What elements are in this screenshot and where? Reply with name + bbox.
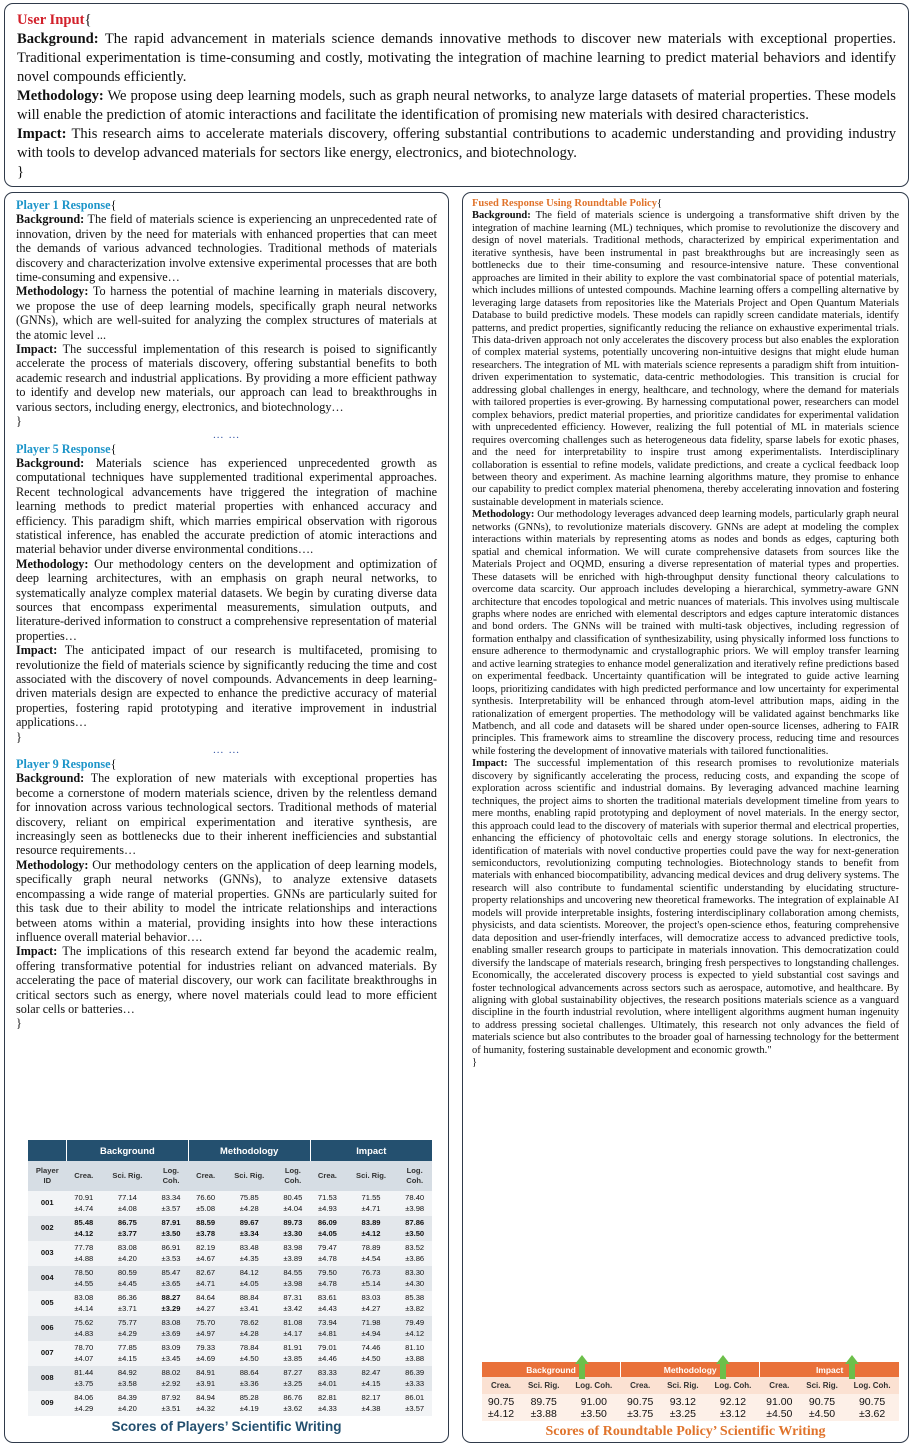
fused-score-cell: 92.12 ±3.12 (706, 1394, 760, 1421)
table-row (28, 1316, 432, 1341)
metric-header-row: Player ID Crea. Sci. Rig. Log. Coh. Crea. Sci. Rig. Log. Coh. Crea. Sci. Rig. Log. Coh. (28, 1161, 432, 1191)
up-arrow-icon (845, 1355, 859, 1379)
score-cell: 75.85 ±4.28 (223, 1191, 276, 1216)
player-id-cell: 006 (28, 1316, 67, 1341)
score-cell: 81.91 ±3.85 (276, 1341, 311, 1366)
score-cell: 88.02 ±2.92 (154, 1366, 189, 1391)
fused-response-panel: Fused Response Using Roundtable Policy{ Background: The field of materials science is undergoing a transformative shift driven by the integration of machine learning (ML) techniques, which promise to revolutionize the discovery and design of novel materials. Traditional methods, characterized by empirical experimentation and iterative synthesis, have been instrumental in past breakthroughs but are increasingly seen as bottlenecks due to their time-consuming and resource-intensive nature. These conventional approaches are limited in their ability to explore the vast combinatorial space of potential materials, which includes millions of untested compounds. Machine learning offers a compelling alternative by leveraging large datasets from repositories like the Materials Project and Open Quantum Materials Database to build predictive models. These models can rapidly screen candidate materials, identify patterns, and predict properties, significantly reducing the reliance on exhaustive experimental trials. This data-driven approach not only accelerates the discovery process but also enables the exploration of complex material systems, potentially uncovering non-intuitive designs that might elude human researchers. The integration of ML with materials science represents a paradigm shift from intuition-driven experimentation to systematic, data-centric methodologies. This transition is crucial for addressing global challenges in energy, healthcare, and technology, where the demand for materials with tailored properties is ever-growing. By harnessing computational power, researchers can model complex behaviors, predict material properties, and prioritize candidates for experimental validation with unprecedented efficiency. However, realizing the full potential of ML in materials science requires overcoming challenges such as heterogeneous data fidelity, sparse labels for exotic phases, and the need for interpretability to inspire trust among experimentalists. Interdisciplinary collaboration is essential to refine models, validate predictions, and create a cyclical feedback loop between theory and experiment. As machine learning algorithms mature, they promise to enhance our capability to predict complex material phenomena, thereby accelerating innovation and fostering sustainable development in materials science. Methodology: Our methodology leverages advanced deep learning models, particularly graph neural networks (GNNs), to revolutionize materials discovery. GNNs are adept at modeling the complex interactions within materials by representing atoms as nodes and bonds as edges, capturing both spatial and chemical information. We will curate comprehensive datasets from sources like the Materials Project and OQMD, ensuring a diverse representation of material types and properties. These datasets will be enriched with high-throughput density functional theory calculations to overcome data scarcity. Our approach includes developing a hierarchical, symmetry-aware GNN architecture that encodes topological and metric nuances of materials. This involves using multiscale graphs where nodes are enriched with elemental descriptors and edges capture interatomic distances and bond orders. The GNNs will be trained with multi-task objectives, including regression of formation enthalpy and classification of synthesizability, using physically informed loss functions to ensure adherence to thermodynamic and crystallographic priors. We will employ transfer learning and active learning strategies to enhance model generalization and iteratively refine predictions based on experimental feedback. Uncertainty quantification will be integrated to guide active learning loops, prioritizing candidates with high predicted performance and low uncertainty for experimental synthesis. Interpretability will be enhanced through atom-level attribution maps, aiding in the rationalization of emergent properties. The methodology will be validated against benchmarks like Matbench, and all code and datasets will be shared under open-source licenses, adhering to FAIR principles. This framework aims to streamline the discovery process, reducing time and resources while fostering the development of innovative materials with tailored functionalities. Impact: The successful implementation of this research promises to revolutionize materials discovery by significantly accelerating the process, reducing costs, and expanding the scope of exploration across scientific and industrial domains. By leveraging advanced machine learning techniques, the project aims to shorten the traditional materials development timeline from years to mere months, enabling rapid prototyping and deployment of novel materials. In the energy sector, this approach could lead to the discovery of materials with superior thermal and electrical properties, enhancing the efficiency of photovoltaic cells and energy storage solutions. In electronics, the identification of materials with novel conductive properties could pave the way for next-generation semiconductors, revolutionizing computing technologies. Biotechnology stands to benefit from materials with enhanced biocompatibility, advancing medical devices and drug delivery systems. The research will also contribute to fundamental scientific understanding by elucidating structure-property relationships and uncovering new theoretical frameworks. The integration of explainable AI models will provide interpretable insights, fostering interdisciplinary collaboration among chemists, physicists, and data scientists. Moreover, the project's open-science ethos, featuring comprehensive data deposition and user-friendly interfaces, will democratize access to advanced predictive tools, enabling smaller research groups to participate in materials innovation. This democratization could diversify the landscape of materials research, bringing fresh perspectives to longstanding challenges. Economically, the accelerated discovery process is expected to yield substantial cost savings and foster technological advancements across sectors such as aerospace, automotive, and healthcare. By aligning with global sustainability objectives, the research positions materials science as a vanguard discipline in the fourth industrial revolution, where intelligent algorithms augment human ingenuity to address pressing societal challenges. Ultimately, this research not only advances the field of materials science but also contributes to the broader goal of harnessing technology for the betterment of humanity, fostering sustainable development and economic growth." } (462, 192, 909, 1443)
score-cell: 82.81 ±4.33 (310, 1391, 345, 1416)
user-input-header (17, 11, 896, 30)
table-row (28, 1391, 432, 1416)
score-cell: 89.67 ±3.34 (223, 1216, 276, 1241)
score-cell: 82.17 ±4.38 (345, 1391, 398, 1416)
user-input-label: User Input (17, 12, 85, 28)
player-impact: Impact: The successful implementation of this research is poised to significantly accelerate the process of materials discovery, offering substantial benefits to both academic research and industrial applications. By providing a more efficient pathway to identify and develop new materials, our approach can lead to breakthroughs in various sectors, including energy, electronics, and biotechnology… (16, 342, 437, 414)
score-cell: 88.84 ±3.41 (223, 1291, 276, 1316)
score-cell: 87.91 ±3.50 (154, 1216, 189, 1241)
score-cell: 88.27 ±3.29 (154, 1291, 189, 1316)
player-id-cell: 004 (28, 1266, 67, 1291)
score-cell: 83.98 ±3.89 (276, 1241, 311, 1266)
score-cell: 82.67 ±4.71 (188, 1266, 223, 1291)
fused-score-cell: 90.75 ±3.62 (845, 1394, 899, 1421)
score-cell: 88.59 ±3.78 (188, 1216, 223, 1241)
user-input-close-brace: } (17, 164, 25, 180)
score-cell: 86.01 ±3.57 (397, 1391, 432, 1416)
user-input-background: Background: The rapid advancement in materials science demands innovative methods to discover new materials with exceptional properties. Traditional experimentation is time-consuming and costly, motivating the integration of machine learning to predict material behaviors and identify novel compounds efficiently. (17, 31, 896, 85)
score-cell: 75.70 ±4.97 (188, 1316, 223, 1341)
score-cell: 86.75 ±3.77 (101, 1216, 154, 1241)
player-background: Background: Materials science has experienced unprecedented growth as computational techniques have supplemented traditional experimental approaches. Recent technological advancements have triggered the integration of machine learning methods to predict material properties with enhanced accuracy and efficiency. This paradigm shift, which marries empirical observation with rigorous statistical inference, has enabled the accurate prediction of atomic interactions and material behavior under diverse environmental conditions…. (16, 455, 438, 557)
ellipsis-separator: … … (212, 744, 241, 757)
fused-methodology: Methodology: Our methodology leverages advanced deep learning models, particularly graph neural networks (GNNs), to revolutionize materials discovery. GNNs are adept at modeling the complex interactions within materials by representing atoms as nodes and bonds as edges, capturing both spatial and chemical information. We will curate comprehensive datasets from sources like the Materials Project and OQMD, ensuring a diverse representation of material types and properties. These datasets will be enriched with high-throughput density functional theory calculations to overcome data scarcity. Our approach includes developing a hierarchical, symmetry-aware GNN architecture that encodes topological and metric nuances of materials. This involves using multiscale graphs where nodes are enriched with elemental descriptors and edges capture interatomic distances and bond orders. The GNNs will be trained with multi-task objectives, including regression of formation enthalpy and classification of synthesizability, using physically informed loss functions to ensure adherence to thermodynamic and crystallographic priors. We will employ transfer learning and active learning strategies to enhance model generalization and iteratively refine predictions based on experimental feedback. Uncertainty quantification will be integrated to guide active learning loops, prioritizing candidates with high predicted performance and low uncertainty for experimental synthesis. Interpretability will be enhanced through atom-level attribution maps, aiding in the rationalization of emergent properties. The methodology will be validated against benchmarks like Matbench, and all code and datasets will be shared under open-source licenses, adhering to FAIR principles. This framework aims to streamline the discovery process, reducing time and resources while fostering the development of innovative materials with tailored functionalities. (472, 509, 900, 757)
fused-label: Fused Response Using Roundtable Policy (472, 198, 657, 209)
score-cell: 77.14 ±4.08 (101, 1191, 154, 1216)
fused-score-cell: 91.00 ±4.50 (760, 1394, 799, 1421)
score-cell: 82.19 ±4.67 (188, 1241, 223, 1266)
fused-values-row (482, 1394, 900, 1421)
score-cell: 84.06 ±4.29 (67, 1391, 102, 1416)
player-id-cell: 001 (28, 1191, 67, 1216)
score-cell: 83.08 ±4.20 (101, 1241, 154, 1266)
player-response: Player 5 Response{ Background: Materials science has experienced unprecedented growth as computational techniques have supplemented traditional experimental approaches. Recent technological advancements have triggered the integration of machine learning methods to predict material properties with enhanced accuracy and efficiency. This paradigm shift, which marries empirical observation with rigorous statistical inference, has enabled the accurate prediction of atomic interactions and material behavior under diverse environmental conditions…. Methodology: Our methodology centers on the development and optimization of deep learning architectures, with an emphasis on graph neural networks, to systematically analyze complex material datasets. We begin by curating diverse data sources that encompass experimental measurements, simulation outputs, and literature-derived information to construct a comprehensive representation of material properties… Impact: The anticipated impact of our research is multifaceted, promising to revolutionize the field of materials science by significantly reducing the time and cost associated with the discovery of novel compounds. Advancements in deep learning-driven materials design are expected to enhance the predictive accuracy of material properties, fostering rapid prototyping and iterative improvement in industrial applications… } (16, 441, 438, 744)
score-cell: 86.39 ±3.33 (397, 1366, 432, 1391)
score-cell: 83.33 ±4.01 (310, 1366, 345, 1391)
score-cell: 87.86 ±3.50 (397, 1216, 432, 1241)
players-table-caption: Scores of Players’ Scientific Writing (111, 1419, 342, 1434)
fused-group-impact: Impact (760, 1362, 899, 1377)
fused-score-table (481, 1362, 899, 1421)
fused-score-cell: 90.75 ±4.12 (482, 1394, 521, 1421)
score-cell: 85.38 ±3.82 (397, 1291, 432, 1316)
up-arrow-icon (575, 1355, 589, 1379)
table-row (28, 1291, 432, 1316)
score-cell: 73.94 ±4.81 (310, 1316, 345, 1341)
score-cell: 78.40 ±3.98 (397, 1191, 432, 1216)
group-header-impact: Impact (310, 1140, 432, 1161)
score-cell: 71.98 ±4.94 (345, 1316, 398, 1341)
score-cell: 85.48 ±4.12 (67, 1216, 102, 1241)
player-id-cell: 002 (28, 1216, 67, 1241)
group-header-background: Background (67, 1140, 189, 1161)
ellipsis-separator: … … (212, 428, 241, 441)
user-input-open-brace: { (84, 12, 92, 28)
player-impact: Impact: The implications of this research extend far beyond the academic realm, offering transformative potential for industries reliant on advanced materials. By accelerating the pace of material discovery, our work can facilitate breakthroughs in critical sectors such as energy, where novel materials could lead to more efficient solar cells or batteries… (16, 944, 437, 1016)
up-arrow-icon (716, 1355, 730, 1379)
score-cell: 83.48 ±4.35 (223, 1241, 276, 1266)
player-background: Background: The field of materials science is experiencing an unprecedented rate of innovation, driven by the need for materials with enhanced properties that can meet the demands of various advanced technologies. Traditional methods of materials discovery and characterization involve extensive experimental processes that are both time-consuming and expensive… (16, 212, 437, 285)
score-cell: 81.08 ±4.17 (276, 1316, 311, 1341)
score-cell: 83.30 ±4.30 (397, 1266, 432, 1291)
score-cell: 83.08 ±4.14 (67, 1291, 102, 1316)
fused-score-cell: 93.12 ±3.25 (660, 1394, 706, 1421)
score-cell: 88.64 ±3.36 (223, 1366, 276, 1391)
score-cell: 79.50 ±4.78 (310, 1266, 345, 1291)
fused-background: Background: The field of materials science is undergoing a transformative shift driven by the integration of machine learning (ML) techniques, which promise to revolutionize the discovery and design of novel materials. Traditional methods, characterized by empirical experimentation and iterative synthesis, have been instrumental in past breakthroughs but are increasingly seen as bottlenecks due to their time-consuming and resource-intensive nature. These conventional approaches are limited in their ability to explore the vast combinatorial space of potential materials, which includes millions of untested compounds. Machine learning offers a compelling alternative by leveraging large datasets from repositories like the Materials Project and Open Quantum Materials Database to build predictive models. These models can rapidly screen candidate materials, identify patterns, and predict properties, significantly reducing the reliance on exhaustive experimental trials. This data-driven approach not only accelerates the discovery process but also enables the exploration of complex material systems, potentially uncovering non-intuitive designs that might elude human researchers. The integration of ML with materials science represents a paradigm shift from intuition-driven experimentation to systematic, data-centric methodologies. This transition is crucial for addressing global challenges in energy, healthcare, and technology, where the demand for materials with tailored properties is ever-growing. By harnessing computational power, researchers can model complex behaviors, predict material properties, and prioritize candidates for experimental validation with unprecedented efficiency. However, realizing the full potential of ML in materials science requires overcoming challenges such as heterogeneous data fidelity, sparse labels for exotic phases, and the need for interpretability to inspire trust among experimentalists. Interdisciplinary collaboration is essential to refine models, validate predictions, and create a cyclical feedback loop between theory and experiment. As machine learning algorithms mature, they promise to enhance our capability to predict complex material phenomena, thereby accelerating innovation and fostering sustainable development in materials science. (472, 210, 899, 508)
player-impact: Impact: The anticipated impact of our research is multifaceted, promising to revolutionize the field of materials science by significantly reducing the time and cost associated with the discovery of novel compounds. Advancements in deep learning-driven materials design are expected to enhance the predictive accuracy of material properties, fostering rapid prototyping and iterative improvement in industrial applications… (16, 643, 437, 730)
player-id-cell: 008 (28, 1366, 67, 1391)
score-cell: 84.39 ±4.20 (101, 1391, 154, 1416)
fused-table-caption: Scores of Roundtable Policy’ Scientific Writing (545, 1424, 826, 1439)
player-background: Background: The exploration of new materials with exceptional properties has become a cornerstone of modern materials science, driven by the relentless demand for innovation across various technological sectors. Traditional methods of material discovery, reliant on empirical experimentation and iterative synthesis, are increasingly seen as bottlenecks due to their inherent inefficiencies and substantial resource requirements… (16, 771, 438, 858)
score-cell: 87.31 ±3.42 (276, 1291, 311, 1316)
user-input-impact: Impact: This research aims to accelerate materials discovery, offering substantial contributions to academic understanding and providing industry with tools to develop advanced materials for sectors like energy, electronics, and biotechnology. (17, 126, 896, 161)
table-row (28, 1366, 432, 1391)
fused-group-methodology: Methodology (621, 1362, 760, 1377)
score-cell: 83.52 ±3.86 (397, 1241, 432, 1266)
score-cell: 84.55 ±3.98 (276, 1266, 311, 1291)
score-cell: 86.76 ±3.62 (276, 1391, 311, 1416)
table-row (28, 1241, 432, 1266)
players-score-table (28, 1140, 432, 1416)
player-label: Player 9 Response (16, 757, 111, 772)
player-response: Player 1 Response{ Background: The field of materials science is experiencing an unprecedented rate of innovation, driven by the need for materials with enhanced properties that can meet the demands of various advanced technologies. Traditional methods of materials discovery and characterization involve extensive experimental processes that are both time-consuming and expensive… Methodology: To harness the potential of machine learning in materials discovery, we propose the use of deep learning models, specifically graph neural networks (GNNs), which are well-suited for analyzing the complex structures of materials at the atomic level ... Impact: The successful implementation of this research is poised to significantly accelerate the process of materials discovery, offering substantial benefits to both academic research and industrial applications. By providing a more efficient pathway to identify and develop new materials, our approach can lead to breakthroughs in various sectors, including energy, electronics, and biotechnology… } (16, 198, 437, 429)
score-cell: 86.09 ±4.05 (310, 1216, 345, 1241)
player-id-cell: 003 (28, 1241, 67, 1266)
score-cell: 77.78 ±4.88 (67, 1241, 102, 1266)
fused-score-cell: 90.75 ±3.75 (621, 1394, 660, 1421)
score-cell: 84.94 ±4.32 (188, 1391, 223, 1416)
score-cell: 83.89 ±4.12 (345, 1216, 398, 1241)
score-cell: 71.55 ±4.71 (345, 1191, 398, 1216)
score-cell: 87.92 ±3.51 (154, 1391, 189, 1416)
fused-score-cell: 90.75 ±4.50 (799, 1394, 845, 1421)
player-methodology: Methodology: To harness the potential of machine learning in materials discovery, we propose the use of deep learning models, specifically graph neural networks (GNNs), which are well-suited for analyzing the complex structures of materials at the atomic level ... (16, 284, 437, 342)
score-cell: 78.50 ±4.55 (67, 1266, 102, 1291)
score-cell: 86.91 ±3.53 (154, 1241, 189, 1266)
score-cell: 83.34 ±3.57 (154, 1191, 189, 1216)
score-cell: 75.77 ±4.29 (101, 1316, 154, 1341)
table-corner (28, 1140, 67, 1161)
player-id-cell: 007 (28, 1341, 67, 1366)
table-row (28, 1266, 432, 1291)
fused-score-cell: 89.75 ±3.88 (521, 1394, 567, 1421)
score-cell: 79.33 ±4.69 (188, 1341, 223, 1366)
score-cell: 84.92 ±3.58 (101, 1366, 154, 1391)
score-cell: 83.08 ±3.69 (154, 1316, 189, 1341)
table-row (28, 1216, 432, 1241)
score-cell: 80.59 ±4.45 (101, 1266, 154, 1291)
score-cell: 84.91 ±3.91 (188, 1366, 223, 1391)
score-cell: 85.28 ±4.19 (223, 1391, 276, 1416)
score-cell: 80.45 ±4.04 (276, 1191, 311, 1216)
score-cell: 78.62 ±4.28 (223, 1316, 276, 1341)
score-cell: 79.47 ±4.78 (310, 1241, 345, 1266)
player-id-cell: 005 (28, 1291, 67, 1316)
score-cell: 75.62 ±4.83 (67, 1316, 102, 1341)
score-cell: 84.12 ±4.05 (223, 1266, 276, 1291)
score-cell: 79.49 ±4.12 (397, 1316, 432, 1341)
score-cell: 76.73 ±5.14 (345, 1266, 398, 1291)
score-cell: 78.84 ±4.50 (223, 1341, 276, 1366)
score-cell: 79.01 ±4.46 (310, 1341, 345, 1366)
fused-impact: Impact: The successful implementation of this research promises to revolutionize materials discovery by significantly accelerating the process, reducing costs, and expanding the scope of exploration across scientific and industrial domains. By leveraging advanced machine learning techniques, the project aims to shorten the traditional materials development timeline from years to mere months, enabling rapid prototyping and deployment of novel materials. In the energy sector, this approach could lead to the discovery of materials with superior thermal and electrical properties, enhancing the efficiency of photovoltaic cells and energy storage solutions. In electronics, the identification of materials with novel conductive properties could pave the way for next-generation semiconductors, revolutionizing computing technologies. Biotechnology stands to benefit from materials with enhanced biocompatibility, advancing medical devices and drug delivery systems. The research will also contribute to fundamental scientific understanding by elucidating structure-property relationships and uncovering new theoretical frameworks. The integration of explainable AI models will provide interpretable insights, fostering interdisciplinary collaboration among chemists, physicists, and data scientists. Moreover, the project's open-science ethos, featuring comprehensive data deposition and user-friendly interfaces, will democratize access to advanced predictive tools, enabling smaller research groups to participate in materials innovation. This democratization could diversify the landscape of materials research, bringing fresh perspectives to longstanding challenges. Economically, the accelerated discovery process is expected to yield substantial cost savings and foster technological advancements across sectors such as aerospace, automotive, and healthcare. By aligning with global sustainability objectives, the research positions materials science as a vanguard discipline in the fourth industrial revolution, where intelligent algorithms augment human ingenuity to address pressing societal challenges. Ultimately, this research not only advances the field of materials science but also contributes to the broader goal of harnessing technology for the betterment of humanity, fostering sustainable development and economic growth." (472, 758, 900, 1056)
score-cell: 81.10 ±3.88 (397, 1341, 432, 1366)
fused-metric-row: Crea. Sci. Rig. Log. Coh. Crea. Sci. Rig. Log. Coh. Crea. Sci. Rig. Log. Coh. (482, 1377, 900, 1394)
score-cell: 83.61 ±4.43 (310, 1291, 345, 1316)
fused-group-background: Background (482, 1362, 621, 1377)
user-input-methodology: Methodology: We propose using deep learning models, such as graph neural networks, to analyze large datasets of material properties. These models will enable the prediction of atomic interactions and facilitate the identification of promising new materials with desired characteristics. (17, 88, 896, 123)
score-cell: 83.09 ±3.45 (154, 1341, 189, 1366)
player-id-cell: 009 (28, 1391, 67, 1416)
fused-score-cell: 91.00 ±3.50 (567, 1394, 621, 1421)
score-cell: 85.47 ±3.65 (154, 1266, 189, 1291)
score-cell: 76.60 ±5.08 (188, 1191, 223, 1216)
table-row (28, 1191, 432, 1216)
player-label: Player 5 Response (16, 441, 111, 456)
score-cell: 78.89 ±4.54 (345, 1241, 398, 1266)
player-methodology: Methodology: Our methodology centers on the development and optimization of deep learning architectures, with an emphasis on graph neural networks, to systematically analyze complex material datasets. We begin by curating diverse data sources that encompass experimental measurements, simulation outputs, and literature-derived information to construct a comprehensive representation of material properties… (16, 556, 437, 643)
user-input-panel (4, 3, 909, 187)
score-cell: 77.85 ±4.15 (101, 1341, 154, 1366)
group-header-methodology: Methodology (188, 1140, 310, 1161)
score-cell: 83.03 ±4.27 (345, 1291, 398, 1316)
player-response: Player 9 Response{ Background: The exploration of new materials with exceptional properties has become a cornerstone of modern materials science, driven by the relentless demand for innovation across various technological sectors. Traditional methods of material discovery, reliant on empirical experimentation and iterative synthesis, are increasingly seen as bottlenecks due to their inherent inefficiencies and substantial resource requirements… Methodology: Our methodology centers on the application of deep learning models, specifically graph neural networks (GNNs), to analyze extensive datasets encompassing a wide range of material properties. GNNs are particularly suited for this task due to their ability to model the intricate relationships and interactions between atoms within a material, providing insights into how these interactions influence overall material behavior…. Impact: The implications of this research extend far beyond the academic realm, offering transformative potential for industries reliant on advanced materials. By accelerating the pace of material discovery, our work can facilitate breakthroughs in critical sectors such as energy, where novel materials could lead to more efficient solar cells or batteries… } (16, 757, 438, 1031)
table-row (28, 1341, 432, 1366)
score-cell: 84.64 ±4.27 (188, 1291, 223, 1316)
score-cell: 86.36 ±3.71 (101, 1291, 154, 1316)
score-cell: 78.70 ±4.07 (67, 1341, 102, 1366)
score-cell: 82.47 ±4.15 (345, 1366, 398, 1391)
player-id-header: Player ID (28, 1161, 67, 1191)
player-methodology: Methodology: Our methodology centers on the application of deep learning models, specifically graph neural networks (GNNs), to analyze extensive datasets encompassing a wide range of material properties. GNNs are particularly suited for this task due to their ability to model the intricate relationships and interactions between atoms within a material, providing insights into how these interactions influence overall material behavior…. (16, 857, 437, 944)
score-cell: 87.27 ±3.25 (276, 1366, 311, 1391)
score-cell: 74.46 ±4.50 (345, 1341, 398, 1366)
score-cell: 89.73 ±3.30 (276, 1216, 311, 1241)
player-label: Player 1 Response (16, 198, 111, 212)
score-cell: 71.53 ±4.93 (310, 1191, 345, 1216)
score-cell: 81.44 ±3.75 (67, 1366, 102, 1391)
score-cell: 70.91 ±4.74 (67, 1191, 102, 1216)
